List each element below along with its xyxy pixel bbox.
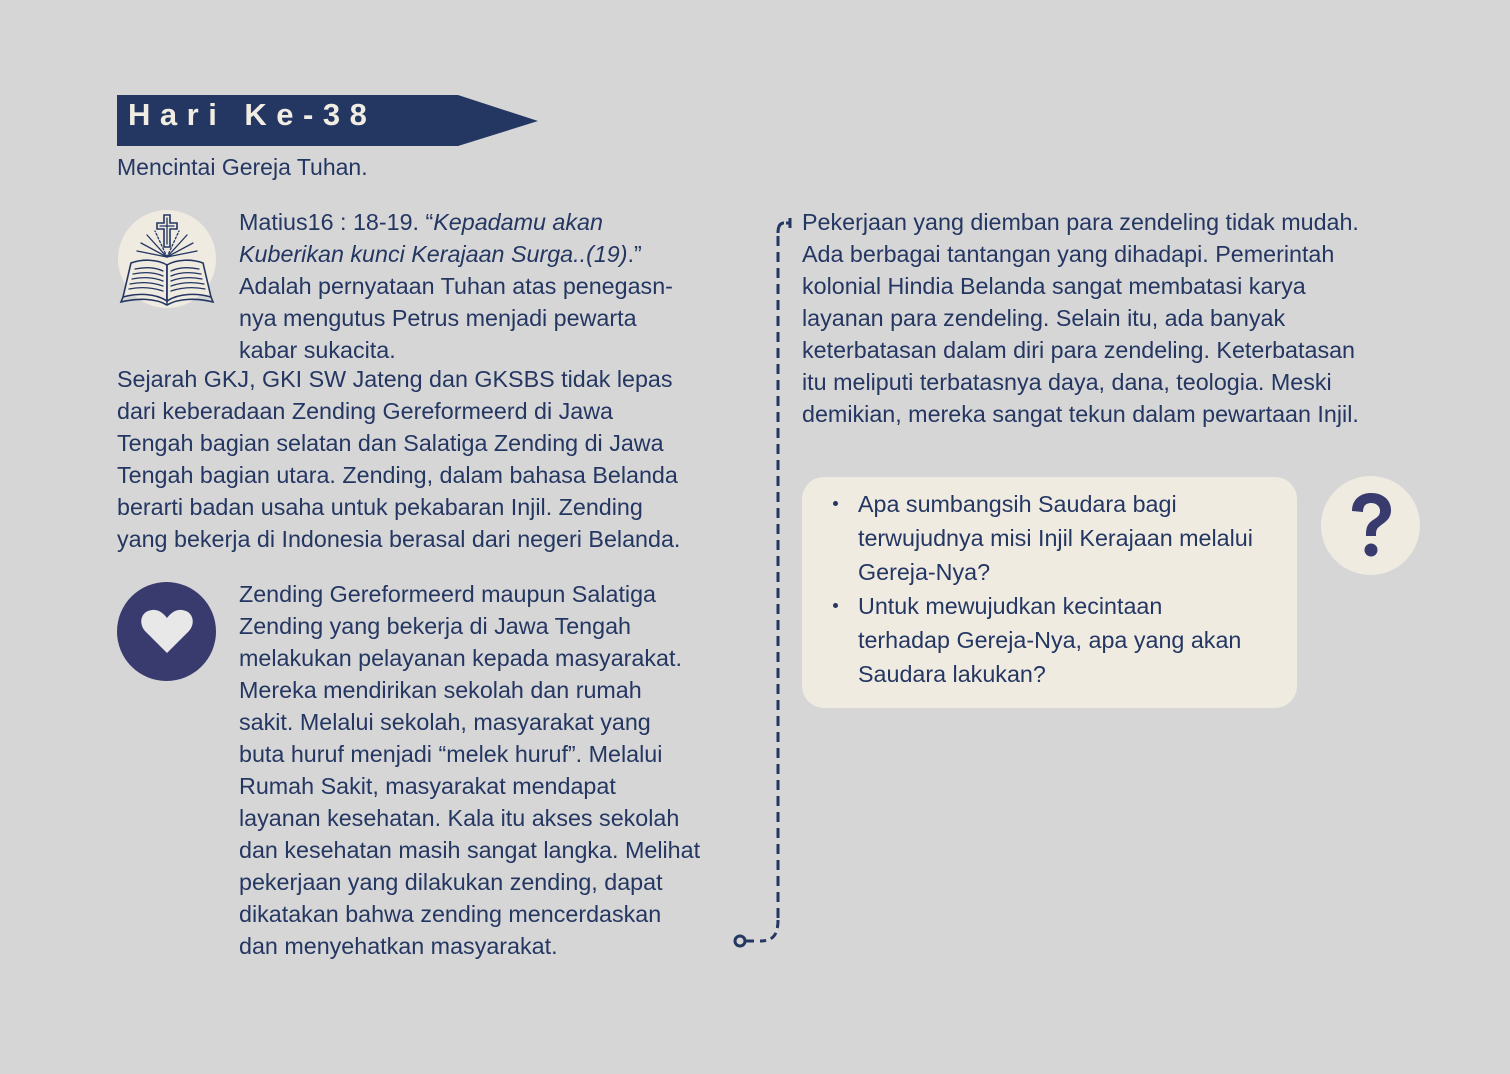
challenges-line: Ada berbagai tantangan yang dihadapi. Pemerintah <box>802 241 1335 267</box>
verse-line: Matius16 : 18-19. “Kepadamu akan <box>239 209 603 235</box>
bullet-icon <box>833 603 838 608</box>
history-paragraph <box>117 363 680 555</box>
verse-line: nya mengutus Petrus menjadi pewarta <box>239 305 637 331</box>
challenges-line: Pekerjaan yang diemban para zendeling tidak mudah. <box>802 209 1359 235</box>
reflection-question-list <box>858 487 1253 691</box>
service-line: Zending Gereformeerd maupun Salatiga <box>239 581 657 607</box>
verse-line: Adalah pernyataan Tuhan atas penegasn- <box>239 273 673 299</box>
challenges-line: demikian, mereka sangat tekun dalam pewartaan Injil. <box>802 401 1359 427</box>
open-bible-with-cross-icon <box>117 209 217 309</box>
history-line: Sejarah GKJ, GKI SW Jateng dan GKSBS tidak lepas <box>117 366 673 392</box>
page-subtitle: Mencintai Gereja Tuhan. <box>117 154 368 180</box>
challenges-line: itu meliputi terbatasnya daya, dana, teologia. Meski <box>802 369 1332 395</box>
service-line: dan menyehatkan masyarakat. <box>239 933 558 959</box>
heart-icon <box>117 582 216 681</box>
service-line: melakukan pelayanan kepada masyarakat. <box>239 645 682 671</box>
service-line: sakit. Melalui sekolah, masyarakat yang <box>239 709 651 735</box>
service-line: buta huruf menjadi “melek huruf”. Melalui <box>239 741 663 767</box>
service-line: layanan kesehatan. Kala itu akses sekolah <box>239 805 680 831</box>
service-line: dikatakan bahwa zending mencerdaskan <box>239 901 662 927</box>
dashed-connector <box>728 208 798 953</box>
service-line: Zending yang bekerja di Jawa Tengah <box>239 613 632 639</box>
verse-line: Kuberikan kunci Kerajaan Surga..(19).” <box>239 241 642 267</box>
challenges-line: layanan para zendeling. Selain itu, ada banyak <box>802 305 1286 331</box>
challenges-line: kolonial Hindia Belanda sangat membatasi karya <box>802 273 1306 299</box>
service-line: Rumah Sakit, masyarakat mendapat <box>239 773 616 799</box>
history-line: berarti badan usaha untuk pekabaran Injil. Zending <box>117 494 643 520</box>
day-label: Hari Ke-38 <box>128 97 377 132</box>
challenges-paragraph <box>802 206 1359 430</box>
challenges-line: keterbatasan dalam diri para zendeling. Keterbatasan <box>802 337 1356 363</box>
service-line: dan kesehatan masih sangat langka. Melihat <box>239 837 701 863</box>
history-line: Tengah bagian selatan dan Salatiga Zending di Jawa <box>117 430 664 456</box>
reflection-question: Apa sumbangsih Saudara bagi terwujudnya misi Injil Kerajaan melalui Gereja-Nya? <box>858 487 1253 589</box>
history-line: yang bekerja di Indonesia berasal dari negeri Belanda. <box>117 526 681 552</box>
question-mark-icon <box>1321 476 1420 575</box>
service-line: Mereka mendirikan sekolah dan rumah <box>239 677 642 703</box>
service-line: pekerjaan yang dilakukan zending, dapat <box>239 869 663 895</box>
history-line: dari keberadaan Zending Gereformeerd di Jawa <box>117 398 613 424</box>
reflection-question: Untuk mewujudkan kecintaan terhadap Gereja-Nya, apa yang akan Saudara lakukan? <box>858 589 1253 691</box>
service-paragraph <box>239 578 700 962</box>
verse-paragraph <box>239 206 673 366</box>
verse-line: kabar sukacita. <box>239 337 396 363</box>
bullet-icon <box>833 501 838 506</box>
history-line: Tengah bagian utara. Zending, dalam bahasa Belanda <box>117 462 678 488</box>
